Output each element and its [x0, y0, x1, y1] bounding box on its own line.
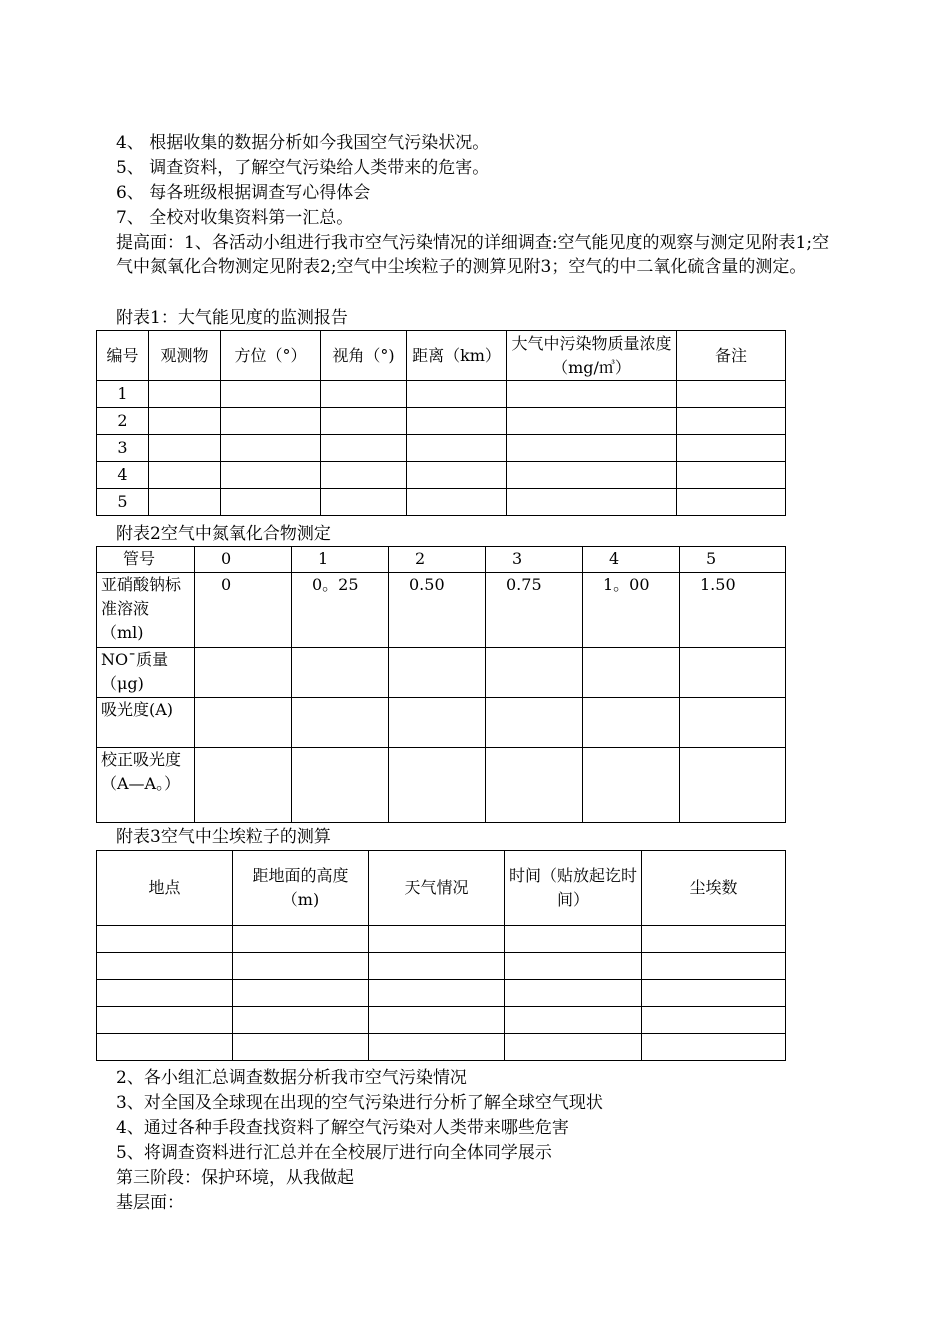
table-header-row [97, 851, 786, 926]
intro-line-7: 7、 全校对收集资料第一汇总。 [116, 208, 354, 228]
tube-number: 0 [195, 547, 292, 573]
improve-paragraph: 提高面：1、各活动小组进行我市空气污染情况的详细调查:空气能见度的观察与测定见附表1;空气中氮氧化合物测定见附表2;空气中尘埃粒子的测算见附3；空气的中二氧化硫含量的测定。 [116, 233, 830, 277]
table3-caption: 附表3空气中尘埃粒子的测算 [116, 827, 331, 847]
nitrogen-oxide-table [96, 546, 786, 823]
tube-number: 4 [583, 547, 680, 573]
value-cell: 0。25 [292, 573, 389, 648]
intro-line-4: 4、 根据收集的数据分析如今我国空气污染状况。 [116, 133, 490, 153]
header-cell: 时间（贴放起讫时间） [505, 851, 642, 926]
row-label: 亚硝酸钠标准溶液（ml) [97, 573, 195, 648]
closing-line-2: 2、各小组汇总调查数据分析我市空气污染情况 [116, 1068, 467, 1088]
table-header-row [97, 331, 786, 381]
row-label: NO¯质量（μg) [97, 648, 195, 698]
corrected-absorbance-row [97, 748, 786, 823]
tube-number-row [97, 547, 786, 573]
header-cell: 距离（km） [407, 331, 507, 381]
header-cell: 方位（°） [221, 331, 321, 381]
table-row [97, 462, 786, 489]
table-row [97, 381, 786, 408]
tube-number: 2 [389, 547, 486, 573]
value-cell: 0.50 [389, 573, 486, 648]
table-row [97, 1007, 786, 1034]
header-cell: 观测物 [149, 331, 221, 381]
no-mass-row [97, 648, 786, 698]
closing-line-4: 4、通过各种手段查找资料了解空气污染对人类带来哪些危害 [116, 1118, 569, 1138]
value-cell: 0.75 [486, 573, 583, 648]
std-solution-row [97, 573, 786, 648]
row-number: 3 [97, 435, 149, 462]
row-number: 2 [97, 408, 149, 435]
table-row [97, 1034, 786, 1061]
intro-line-5: 5、 调查资料，了解空气污染给人类带来的危害。 [116, 158, 490, 178]
row-number: 4 [97, 462, 149, 489]
value-cell: 0 [195, 573, 292, 648]
table1-caption: 附表1：大气能见度的监测报告 [116, 308, 348, 328]
table-row [97, 953, 786, 980]
table-row [97, 408, 786, 435]
header-cell: 大气中污染物质量浓度（mg/㎥） [507, 331, 677, 381]
intro-line-6: 6、 每各班级根据调查写心得体会 [116, 183, 371, 203]
table-row [97, 435, 786, 462]
header-cell: 尘埃数 [642, 851, 786, 926]
header-cell: 编号 [97, 331, 149, 381]
closing-line-5: 5、将调查资料进行汇总并在全校展厅进行向全体同学展示 [116, 1143, 552, 1163]
tube-number: 1 [292, 547, 389, 573]
row-number: 5 [97, 489, 149, 516]
absorbance-row [97, 698, 786, 748]
table-row [97, 980, 786, 1007]
value-cell: 1.50 [680, 573, 786, 648]
tube-number: 5 [680, 547, 786, 573]
basic-level-heading: 基层面： [116, 1193, 184, 1213]
header-cell: 距地面的高度（m) [233, 851, 369, 926]
closing-line-3: 3、对全国及全球现在出现的空气污染进行分析了解全球空气现状 [116, 1093, 603, 1113]
header-cell: 天气情况 [369, 851, 505, 926]
tube-label: 管号 [97, 547, 195, 573]
header-cell: 备注 [677, 331, 786, 381]
stage-three-heading: 第三阶段：保护环境，从我做起 [116, 1168, 354, 1188]
header-cell: 地点 [97, 851, 233, 926]
row-number: 1 [97, 381, 149, 408]
row-label: 吸光度(A) [97, 698, 195, 748]
tube-number: 3 [486, 547, 583, 573]
dust-particle-table [96, 850, 786, 1061]
header-cell: 视角（°) [321, 331, 407, 381]
table2-caption: 附表2空气中氮氧化合物测定 [116, 524, 331, 544]
row-label: 校正吸光度（A—A。） [97, 748, 195, 823]
value-cell: 1。00 [583, 573, 680, 648]
table-row [97, 926, 786, 953]
visibility-table [96, 330, 786, 516]
table-row [97, 489, 786, 516]
